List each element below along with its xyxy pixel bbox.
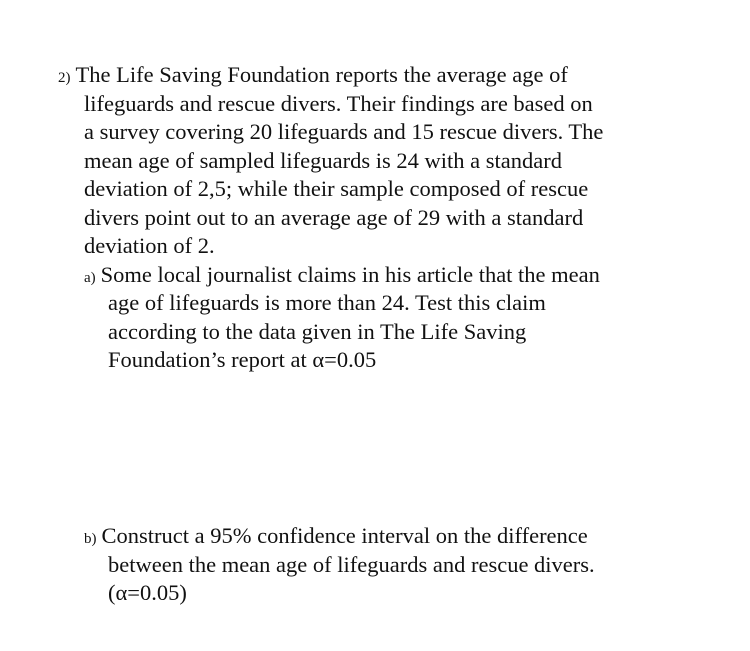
problem-text-line: The Life Saving Foundation reports the average age of (75, 62, 568, 87)
problem-text-line: mean age of sampled lifeguards is 24 with a standard (84, 148, 562, 173)
problem-text-line: lifeguards and rescue divers. Their findings are based on (84, 91, 593, 116)
part-a-text-line: age of lifeguards is more than 24. Test this claim (108, 290, 546, 315)
problem-text-line: deviation of 2. (84, 233, 215, 258)
part-a-text-line: according to the data given in The Life Saving (108, 319, 527, 344)
problem-text-line: divers point out to an average age of 29 with a standard (84, 205, 584, 230)
part-a-text-line: Some local journalist claims in his article that the mean (100, 262, 600, 287)
part-b-text-line: Construct a 95% confidence interval on the difference (101, 523, 588, 548)
part-b-text-line: (α=0.05) (108, 580, 187, 605)
problem-text-line: a survey covering 20 lifeguards and 15 rescue divers. The (84, 119, 604, 144)
part-a-label: a) (84, 270, 96, 286)
part-b-text-line: between the mean age of lifeguards and rescue divers. (108, 552, 595, 577)
problem-text-line: deviation of 2,5; while their sample composed of rescue (84, 176, 589, 201)
part-a-text-line: Foundation’s report at α=0.05 (108, 347, 377, 372)
part-b-label: b) (84, 531, 97, 547)
problem-number: 2) (58, 70, 71, 86)
